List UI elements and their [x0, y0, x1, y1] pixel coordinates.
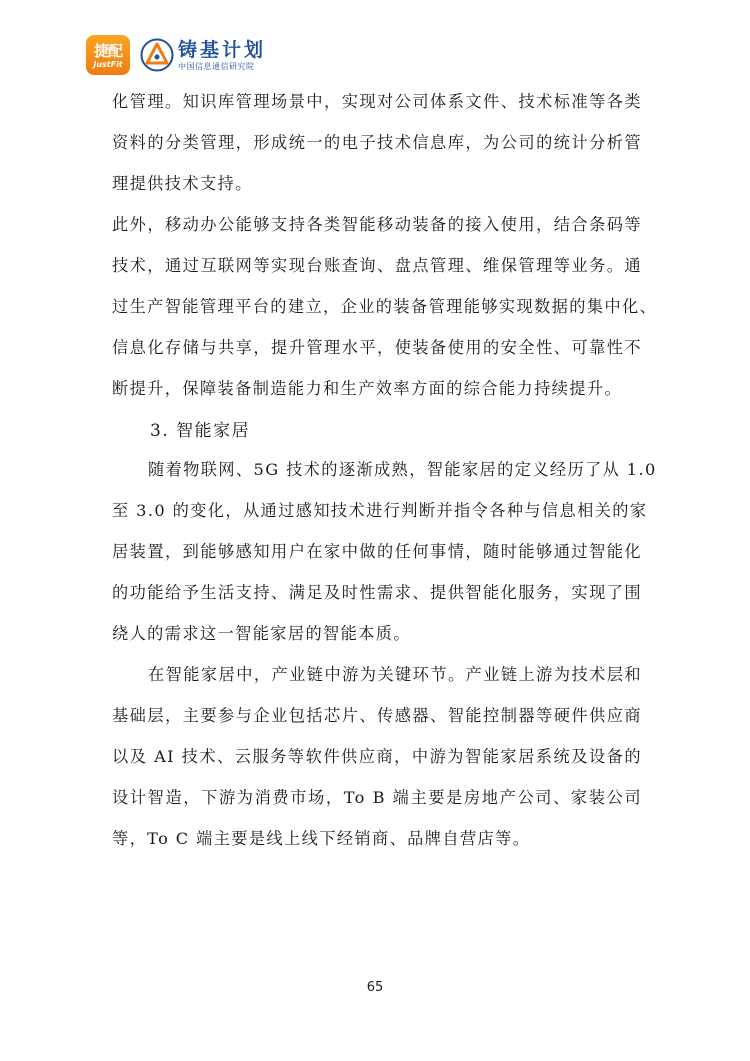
zhuji-logo [140, 38, 266, 72]
zhuji-emblem-icon [140, 38, 174, 72]
justfit-logo-en: JustFit [93, 59, 123, 69]
section-heading: 3. 智能家居 [150, 421, 251, 441]
text-line: 在智能家居中，产业链中游为关键环节。产业链上游为技术层和 [148, 665, 642, 684]
text-line: 随着物联网、5G 技术的逐渐成熟，智能家居的定义经历了从 1.0 [148, 460, 657, 479]
paragraph-knowledge-base [112, 92, 642, 194]
page-number: 65 [366, 980, 384, 995]
text-line: 居装置，到能够感知用户在家中做的任何事情，随时能够通过智能化 [112, 542, 642, 561]
text-line: 至 3.0 的变化，从通过感知技术进行判断并指令各种与信息相关的家 [112, 501, 648, 520]
text-line: 过生产智能管理平台的建立，企业的装备管理能够实现数据的集中化、 [112, 297, 658, 316]
text-line: 断提升，保障装备制造能力和生产效率方面的综合能力持续提升。 [112, 379, 623, 398]
text-line: 设计智造，下游为消费市场，To B 端主要是房地产公司、家装公司 [112, 788, 642, 807]
paragraph-mobile-office [112, 215, 658, 399]
paragraph-industry-chain [112, 665, 642, 849]
text-line: 此外，移动办公能够支持各类智能移动装备的接入使用，结合条码等 [112, 215, 642, 234]
page-header [86, 34, 266, 76]
text-line: 资料的分类管理，形成统一的电子技术信息库，为公司的统计分析管 [112, 133, 642, 152]
zhuji-subtitle: 中国信息通信研究院 [178, 61, 255, 71]
page-content [112, 92, 658, 870]
paragraph-smart-home-definition [112, 460, 657, 644]
text-line: 基础层，主要参与企业包括芯片、传感器、智能控制器等硬件供应商 [112, 706, 642, 725]
text-line: 理提供技术支持。 [112, 174, 253, 193]
text-line: 的功能给予生活支持、满足及时性需求、提供智能化服务，实现了围 [112, 583, 642, 602]
text-line: 等，To C 端主要是线上线下经销商、品牌自营店等。 [112, 829, 531, 848]
text-line: 以及 AI 技术、云服务等软件供应商，中游为智能家居系统及设备的 [112, 747, 642, 766]
zhuji-title: 铸基计划 [178, 38, 267, 61]
text-line: 化管理。知识库管理场景中，实现对公司体系文件、技术标准等各类 [112, 92, 642, 111]
text-line: 信息化存储与共享，提升管理水平，使装备使用的安全性、可靠性不 [112, 338, 642, 357]
text-line: 绕人的需求这一智能家居的智能本质。 [112, 624, 411, 643]
justfit-logo [86, 35, 130, 75]
text-line: 技术，通过互联网等实现台账查询、盘点管理、维保管理等业务。通 [112, 256, 642, 275]
justfit-logo-cn: 捷配 [93, 41, 122, 60]
